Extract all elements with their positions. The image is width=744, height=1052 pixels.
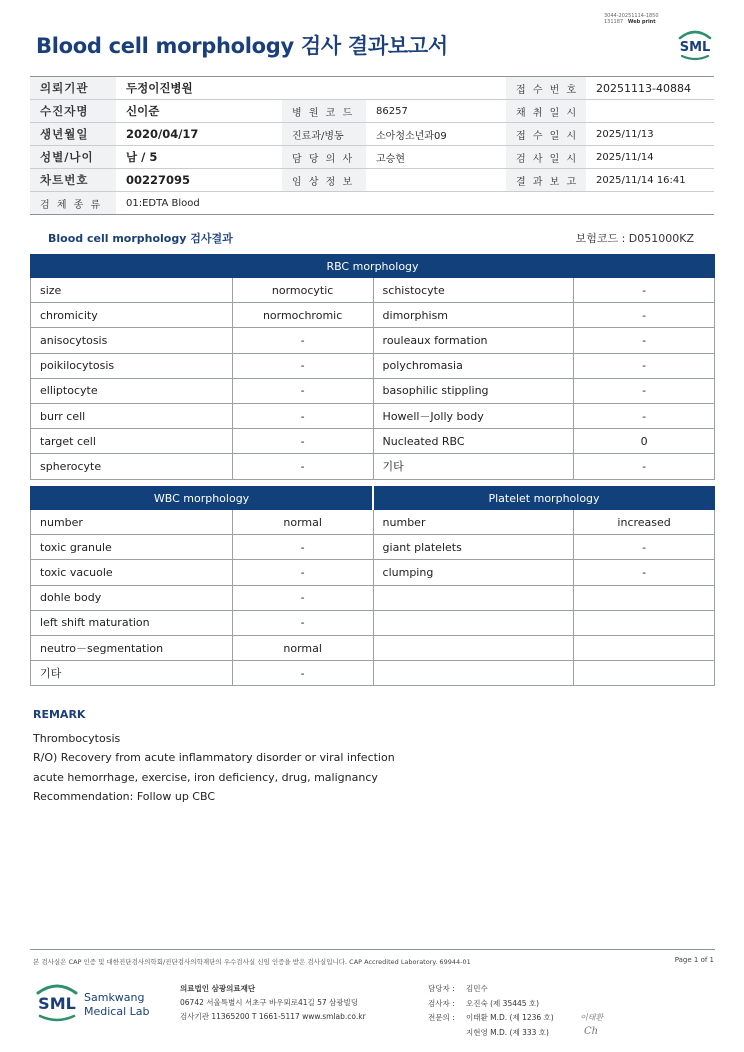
info-row (30, 169, 714, 192)
signature-1: 이태환 (580, 1013, 604, 1022)
wbc-platelet-row (31, 635, 715, 660)
wbc-platelet-right-value (574, 661, 715, 686)
rbc-row (31, 454, 715, 479)
staff-role: 전문의 : (428, 1013, 455, 1022)
rbc-morphology-table (30, 254, 715, 480)
wbc-platelet-row (31, 610, 715, 635)
wbc-platelet-left-item: number (31, 510, 233, 535)
rbc-header: RBC morphology (31, 255, 715, 278)
footer-logo-line2: Medical Lab (84, 1005, 150, 1018)
wbc-platelet-right-value (574, 635, 715, 660)
label-doctor: 담 당 의 사 (282, 146, 366, 169)
wbc-platelet-left-value: normal (232, 510, 373, 535)
wbc-platelet-right-value (574, 585, 715, 610)
wbc-platelet-left-item: left shift maturation (31, 610, 233, 635)
platelet-header: Platelet morphology (373, 487, 714, 510)
value-receipt-number: 20251113-40884 (586, 77, 714, 100)
value-hospital-code: 86257 (366, 100, 506, 123)
value-patient-name: 신이준 (116, 100, 282, 123)
rbc-right-value: - (574, 353, 715, 378)
rbc-row (31, 278, 715, 303)
wbc-platelet-row (31, 661, 715, 686)
wbc-platelet-right-item: clumping (373, 560, 574, 585)
info-row (30, 77, 714, 100)
info-row (30, 146, 714, 169)
value-requesting-institution: 두정이진병원 (116, 77, 506, 100)
rbc-left-value: - (232, 403, 373, 428)
wbc-platelet-left-item: toxic vacuole (31, 560, 233, 585)
rbc-right-item: Howell－Jolly body (373, 403, 574, 428)
label-department: 진료과/병동 (282, 123, 366, 146)
staff-role: 담당자 : (428, 984, 455, 993)
wbc-header: WBC morphology (31, 487, 374, 510)
rbc-right-item: basophilic stippling (373, 378, 574, 403)
patient-info-table (30, 76, 714, 215)
rbc-row (31, 303, 715, 328)
rbc-right-item: dimorphism (373, 303, 574, 328)
web-print-label: Web print (627, 19, 656, 25)
rbc-left-item: burr cell (31, 403, 233, 428)
label-receipt-date: 접 수 일 시 (506, 123, 586, 146)
rbc-right-value: - (574, 454, 715, 479)
value-sex-age: 남 / 5 (116, 146, 282, 169)
label-test-date: 검 사 일 시 (506, 146, 586, 169)
wbc-platelet-right-item (373, 610, 574, 635)
rbc-row (31, 353, 715, 378)
wbc-platelet-left-value: - (232, 535, 373, 560)
logo-text: SML (679, 40, 711, 55)
footer-divider (30, 949, 715, 950)
value-clinical-info (366, 169, 506, 192)
wbc-platelet-morphology-table (30, 486, 715, 686)
wbc-platelet-right-item: number (373, 510, 574, 535)
rbc-left-item: anisocytosis (31, 328, 233, 353)
remark-line: Thrombocytosis (33, 732, 121, 745)
rbc-left-value: - (232, 378, 373, 403)
label-chart-number: 차트번호 (30, 169, 116, 192)
label-hospital-code: 병 원 코 드 (282, 100, 366, 123)
wbc-platelet-right-item (373, 635, 574, 660)
wbc-platelet-left-item: 기타 (31, 661, 233, 686)
wbc-platelet-right-item (373, 585, 574, 610)
rbc-right-item: Nucleated RBC (373, 429, 574, 454)
rbc-left-item: size (31, 278, 233, 303)
wbc-platelet-right-value: - (574, 560, 715, 585)
rbc-left-value: - (232, 353, 373, 378)
rbc-left-value: - (232, 429, 373, 454)
staff-name: 김민수 (466, 984, 488, 993)
staff-role: 검사자 : (428, 998, 455, 1008)
document-code-line2: 131187 (604, 19, 624, 25)
label-specimen-type: 검 체 종 류 (30, 192, 116, 215)
rbc-left-item: poikilocytosis (31, 353, 233, 378)
sml-logo-icon (676, 27, 714, 61)
value-receipt-date: 2025/11/13 (586, 123, 714, 146)
footer-logo-text: SML (38, 994, 76, 1013)
rbc-right-item: polychromasia (373, 353, 574, 378)
wbc-platelet-right-value: increased (574, 510, 715, 535)
wbc-platelet-row (31, 535, 715, 560)
rbc-right-value: - (574, 378, 715, 403)
wbc-platelet-left-value: - (232, 661, 373, 686)
rbc-right-item: rouleaux formation (373, 328, 574, 353)
document-code (604, 13, 659, 25)
wbc-platelet-right-item: giant platelets (373, 535, 574, 560)
wbc-platelet-row (31, 510, 715, 535)
rbc-right-value: 0 (574, 429, 715, 454)
staff-name: 지현영 M.D. (제 333 호) (466, 1027, 549, 1037)
rbc-right-value: - (574, 278, 715, 303)
rbc-row (31, 328, 715, 353)
remark-line: Recommendation: Follow up CBC (33, 789, 216, 803)
remark-line: acute hemorrhage, exercise, iron deficiency, drug, malignancy (33, 770, 378, 784)
label-receipt-number: 접 수 번 호 (506, 77, 586, 100)
value-doctor: 고승현 (366, 146, 506, 169)
value-birth-date: 2020/04/17 (116, 123, 282, 146)
wbc-platelet-left-value: - (232, 585, 373, 610)
rbc-row (31, 403, 715, 428)
staff-name: 오진숙 (제 35445 호) (466, 998, 540, 1008)
wbc-platelet-row (31, 585, 715, 610)
rbc-left-item: elliptocyte (31, 378, 233, 403)
rbc-row (31, 378, 715, 403)
rbc-left-item: chromicity (31, 303, 233, 328)
page-number: Page 1 of 1 (674, 956, 714, 964)
info-row (30, 100, 714, 123)
report-title: Blood cell morphology 검사 결과보고서 (36, 34, 448, 58)
wbc-platelet-left-value: - (232, 560, 373, 585)
rbc-left-value: normochromic (232, 303, 373, 328)
remark-title: REMARK (33, 708, 86, 721)
rbc-right-value: - (574, 328, 715, 353)
document-code-line1: 3044-20251114-1850 (604, 13, 659, 19)
label-result-report: 결 과 보 고 (506, 169, 586, 192)
insurance-code: 보험코드 : D051000KZ (575, 232, 694, 245)
label-requesting-institution: 의뢰기관 (30, 77, 116, 100)
rbc-left-item: target cell (31, 429, 233, 454)
label-collection-date: 채 취 일 시 (506, 100, 586, 123)
rbc-left-item: spherocyte (31, 454, 233, 479)
info-row (30, 192, 714, 215)
rbc-right-value: - (574, 303, 715, 328)
rbc-left-value: - (232, 454, 373, 479)
remark-line: R/O) Recovery from acute inflammatory disorder or viral infection (33, 751, 395, 765)
foundation-name: 의료법인 삼광의료재단 (180, 984, 256, 993)
wbc-platelet-left-item: dohle body (31, 585, 233, 610)
value-result-report: 2025/11/14 16:41 (586, 169, 714, 192)
remark-text (33, 729, 395, 806)
value-chart-number: 00227095 (116, 169, 282, 192)
foundation-address: 06742 서울특별시 서초구 바우뫼로41길 57 삼광빌딩 (180, 998, 359, 1007)
wbc-platelet-left-value: normal (232, 635, 373, 660)
rbc-right-item: schistocyte (373, 278, 574, 303)
wbc-platelet-right-value: - (574, 535, 715, 560)
info-row (30, 123, 714, 146)
wbc-platelet-left-item: toxic granule (31, 535, 233, 560)
wbc-platelet-left-value: - (232, 610, 373, 635)
foundation-contact: 검사기관 11365200 T 1661-5117 www.smlab.co.kr (180, 1012, 366, 1021)
wbc-platelet-left-item: neutro－segmentation (31, 635, 233, 660)
wbc-platelet-row (31, 560, 715, 585)
wbc-platelet-right-value (574, 610, 715, 635)
certification-notice: 본 검사실은 CAP 인증 및 대한진단검사의학회/진단검사의학재단의 우수검사실 신임 인증을 받은 검사실입니다. CAP Accredited Laboratory. 69944-01 (33, 958, 471, 966)
value-department: 소아청소년과09 (366, 123, 506, 146)
value-specimen-type: 01:EDTA Blood (116, 192, 714, 215)
foundation-info (180, 982, 366, 1024)
label-birth-date: 생년월일 (30, 123, 116, 146)
label-patient-name: 수진자명 (30, 100, 116, 123)
wbc-platelet-right-item (373, 661, 574, 686)
label-clinical-info: 임 상 정 보 (282, 169, 366, 192)
rbc-right-item: 기타 (373, 454, 574, 479)
value-test-date: 2025/11/14 (586, 146, 714, 169)
staff-name: 이태환 M.D. (제 1236 호) (466, 1013, 554, 1022)
label-sex-age: 성별/나이 (30, 146, 116, 169)
rbc-left-value: - (232, 328, 373, 353)
footer-logo-line1: Samkwang (84, 991, 145, 1004)
rbc-left-value: normocytic (232, 278, 373, 303)
staff-info (428, 982, 554, 1040)
rbc-row (31, 429, 715, 454)
signature-2: Ch (584, 1026, 599, 1037)
samkwang-logo-icon (36, 980, 156, 1024)
rbc-right-value: - (574, 403, 715, 428)
value-collection-date (586, 100, 714, 123)
result-section-title: Blood cell morphology 검사결과 (48, 232, 233, 245)
